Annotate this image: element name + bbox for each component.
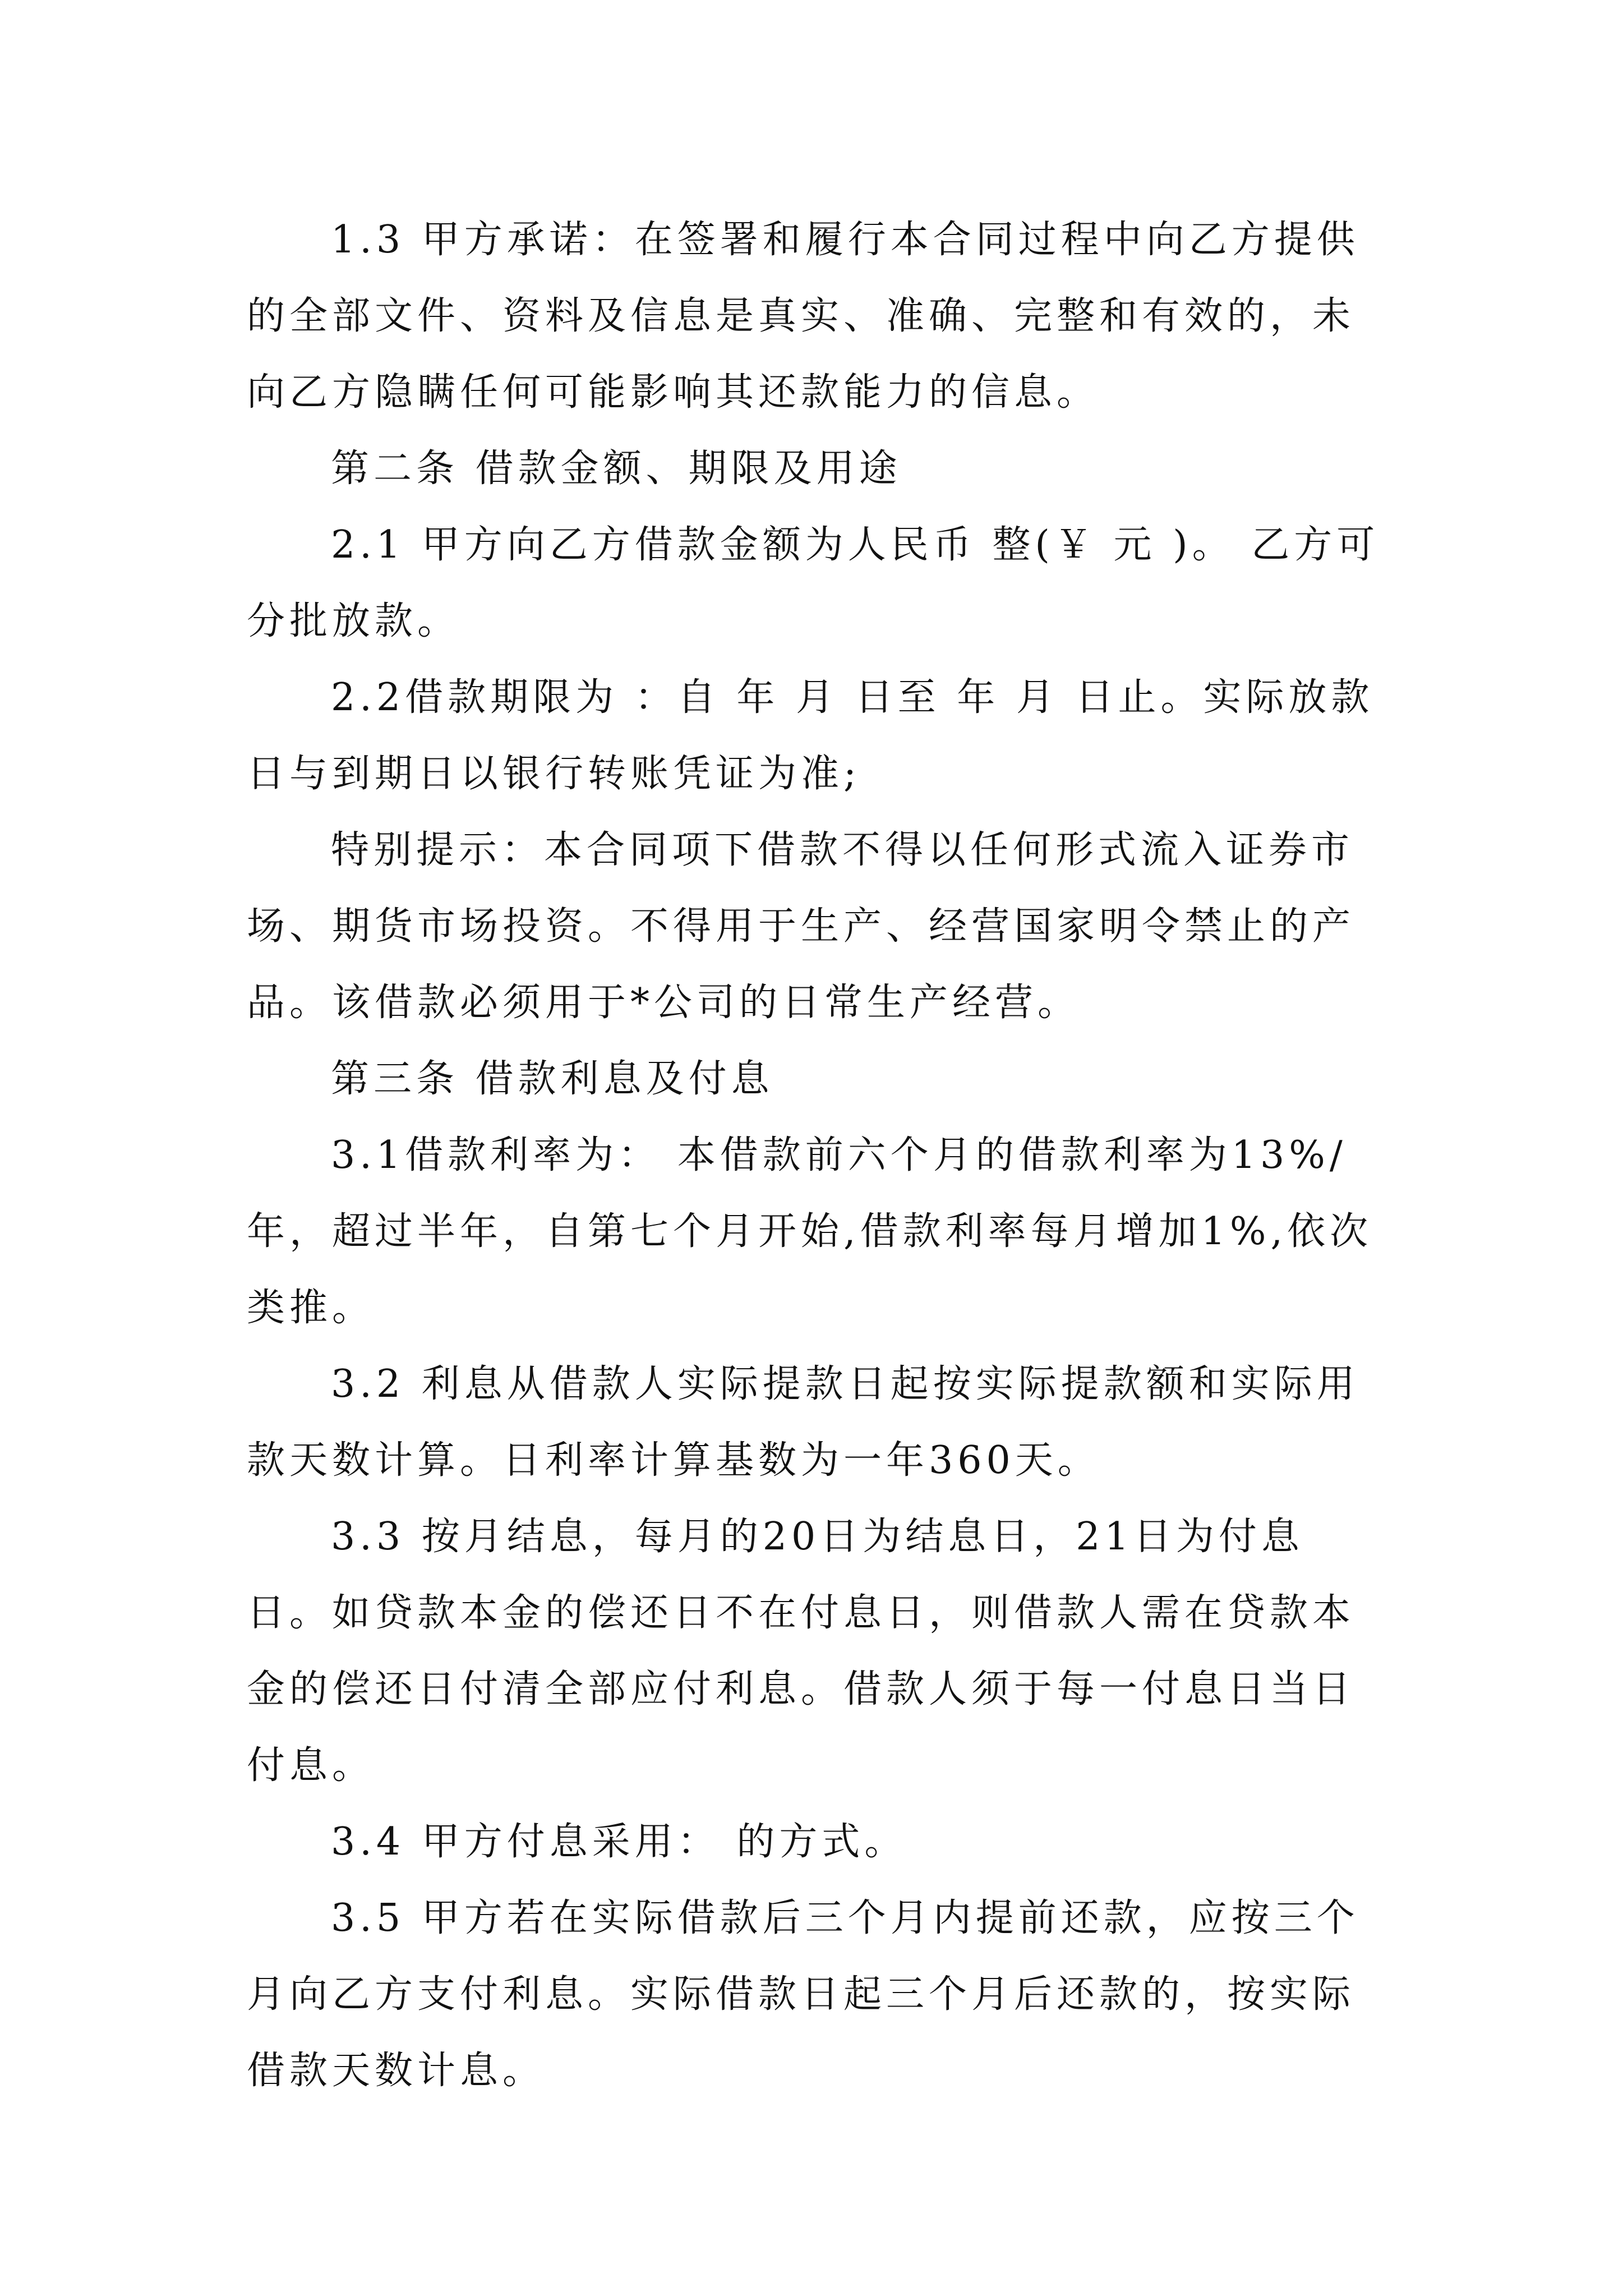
clause-3-2: 3.2 利息从借款人实际提款日起按实际提款额和实际用款天数计算。日利率计算基数为一年360天。 [247,1362,1359,1483]
clause-3-3: 3.3 按月结息，每月的20日为结息日，21日为付息日。如贷款本金的偿还日不在付息日，则借款人需在贷款本金的偿还日付清全部应付利息。借款人须于每一付息日当日付息。 [247,1515,1355,1788]
special-notice: 特别提示：本合同项下借款不得以任何形式流入证券市场、期货市场投资。不得用于生产、经营国家明令禁止的产品。该借款必须用于*公司的日常生产经营。 [247,828,1355,1025]
contract-body [247,202,1380,2109]
article-3-heading: 第三条 借款利息及付息 [331,1057,774,1101]
clause-3-1: 3.1借款利率为： 本借款前六个月的借款利率为13%/年，超过半年，自第七个月开始,借款利率每月增加1%,依次类推。 [247,1133,1373,1330]
clause-3-5: 3.5 甲方若在实际借款后三个月内提前还款，应按三个月向乙方支付利息。实际借款日起三个月后还款的，按实际借款天数计息。 [247,1896,1359,2093]
article-2-heading: 第二条 借款金额、期限及用途 [331,447,902,491]
clause-1-3: 1.3 甲方承诺：在签署和履行本合同过程中向乙方提供的全部文件、资料及信息是真实、准确、完整和有效的，未向乙方隐瞒任何可能影响其还款能力的信息。 [247,218,1359,415]
clause-3-4: 3.4 甲方付息采用： 的方式。 [331,1820,907,1864]
clause-2-2: 2.2借款期限为 ：自 年 月 日至 年 月 日止。实际放款日与到期日以银行转账凭证为准; [247,675,1374,796]
clause-2-1: 2.1 甲方向乙方借款金额为人民币 整(￥ 元 )。 乙方可分批放款。 [247,523,1380,643]
